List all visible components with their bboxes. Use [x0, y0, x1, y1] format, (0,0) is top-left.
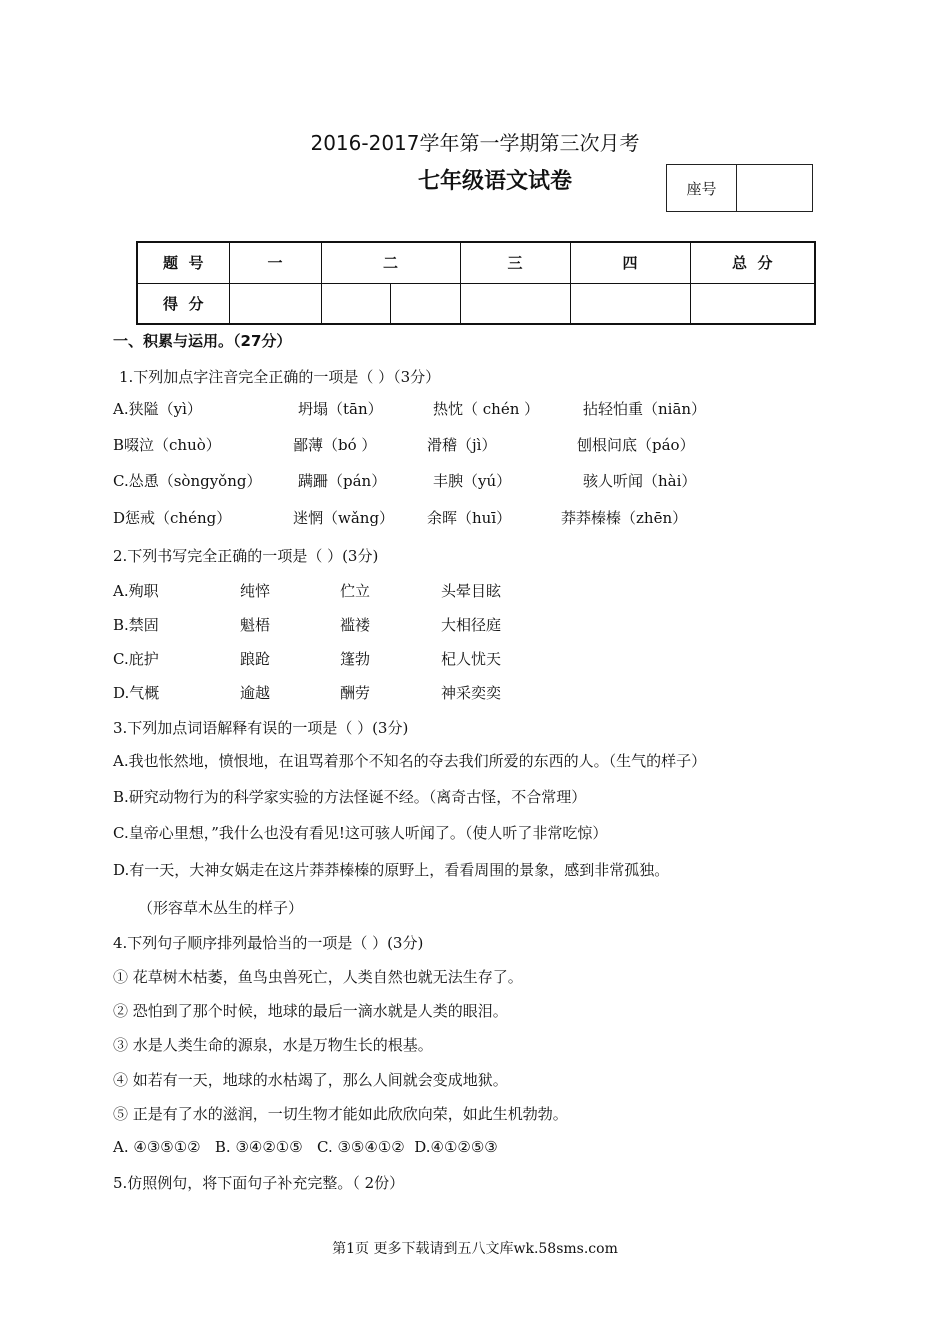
- option-text: B.禁固: [113, 616, 159, 634]
- seat-number-blank: [737, 165, 812, 211]
- option-text: 刨根问底（páo）: [577, 436, 695, 454]
- question-3-stem: 3.下列加点词语解释有误的一项是（ ）(3分): [113, 719, 409, 737]
- option-text: 莽莽榛榛（zhēn）: [561, 509, 688, 527]
- question-4-sentence-3: ③ 水是人类生命的源泉，水是万物生长的根基。: [113, 1036, 433, 1054]
- score-cell: [390, 283, 460, 324]
- question-2-stem: 2.下列书写完全正确的一项是（ ）(3分): [113, 547, 379, 565]
- score-table: [136, 241, 816, 325]
- part-four-header: 四: [570, 242, 690, 283]
- part-two-header: 二: [321, 242, 460, 283]
- option-text: 余晖（huī）: [427, 509, 512, 527]
- score-cell: [321, 283, 390, 324]
- score-table-header-row: [137, 242, 815, 283]
- question-1-row-b: [0, 434, 950, 456]
- seat-number-label: 座号: [667, 165, 737, 211]
- question-2-row-d: [0, 682, 950, 704]
- page-footer: 第1页 更多下载请到五八文库wk.58sms.com: [332, 1241, 618, 1257]
- option-text: 逾越: [240, 684, 271, 702]
- option-text: 头晕目眩: [441, 582, 502, 600]
- option-text: C.庇护: [113, 650, 159, 668]
- question-3-option-c: C.皇帝心里想，”我什么也没有看见!这可骇人听闻了。（使人听了非常吃惊）: [113, 824, 608, 842]
- question-number-header: 题 号: [137, 242, 229, 283]
- total-score-header: 总 分: [690, 242, 815, 283]
- question-3-option-d-explanation: （形容草木丛生的样子）: [138, 899, 304, 917]
- option-text: 魁梧: [240, 616, 271, 634]
- option-text: A.殉职: [113, 582, 159, 600]
- option-text: D惩戒（chéng）: [113, 509, 232, 527]
- score-row-label: 得 分: [137, 283, 229, 324]
- option-text: C.怂恿（sòngyǒng）: [113, 472, 262, 490]
- seat-number-box: [666, 164, 813, 212]
- option-text: 褴褛: [340, 616, 371, 634]
- option-text: 拈轻怕重（niān）: [583, 400, 707, 418]
- option-text: 滑稽（jì）: [427, 436, 497, 454]
- option-text: 伫立: [340, 582, 371, 600]
- question-2-row-b: [0, 614, 950, 636]
- option-text: 热忱（ chén ）: [433, 400, 540, 418]
- option-text: 踉跄: [240, 650, 271, 668]
- option-text: 鄙薄（bó ）: [293, 436, 377, 454]
- part-one-header: 一: [229, 242, 321, 283]
- question-4-sentence-1: ① 花草树木枯萎，鱼鸟虫兽死亡，人类自然也就无法生存了。: [113, 968, 523, 986]
- exam-period-title: 2016-2017学年第一学期第三次月考: [310, 131, 640, 155]
- option-text: A.狭隘（yì）: [113, 400, 202, 418]
- option-text: 杞人忧天: [441, 650, 502, 668]
- option-text: D.气概: [113, 684, 160, 702]
- option-text: 神采奕奕: [441, 684, 502, 702]
- question-1-row-c: [0, 470, 950, 492]
- question-2-row-a: [0, 580, 950, 602]
- question-1-stem: 1.下列加点字注音完全正确的一项是（ ）（3分）: [119, 368, 441, 386]
- question-5-stem: 5.仿照例句，将下面句子补充完整。（ 2份）: [113, 1174, 405, 1192]
- option-text: 蹒跚（pán）: [298, 472, 387, 490]
- question-1-row-d: [0, 507, 950, 529]
- option-text: 骇人听闻（hài）: [583, 472, 697, 490]
- option-text: 迷惘（wǎng）: [293, 509, 395, 527]
- question-3-option-b: B.研究动物行为的科学家实验的方法怪诞不经。（离奇古怪，不合常理）: [113, 788, 587, 806]
- score-table-score-row: [137, 283, 815, 324]
- question-4-stem: 4.下列句子顺序排列最恰当的一项是（ ）(3分): [113, 934, 424, 952]
- question-3-option-d: D.有一天，大神女娲走在这片莽莽榛榛的原野上，看看周围的景象，感到非常孤独。: [113, 861, 670, 879]
- option-text: 酬劳: [340, 684, 371, 702]
- score-cell: [690, 283, 815, 324]
- score-cell: [460, 283, 570, 324]
- exam-paper-title: 七年级语文试卷: [417, 169, 572, 194]
- score-cell: [229, 283, 321, 324]
- question-4-sentence-4: ④ 如若有一天，地球的水枯竭了，那么人间就会变成地狱。: [113, 1071, 508, 1089]
- question-4-sentence-5: ⑤ 正是有了水的滋润，一切生物才能如此欣欣向荣，如此生机勃勃。: [113, 1105, 568, 1123]
- option-text: 大相径庭: [441, 616, 502, 634]
- option-text: 篷勃: [340, 650, 371, 668]
- option-text: B啜泣（chuò）: [113, 436, 221, 454]
- option-text: 坍塌（tān）: [298, 400, 383, 418]
- option-text: 纯悴: [240, 582, 271, 600]
- question-4-choices: A. ④③⑤①② B. ③④②①⑤ C. ③⑤④①② D.④①②⑤③: [113, 1138, 498, 1156]
- score-cell: [570, 283, 690, 324]
- question-4-sentence-2: ② 恐怕到了那个时候，地球的最后一滴水就是人类的眼泪。: [113, 1002, 508, 1020]
- question-1-row-a: [0, 398, 950, 420]
- part-three-header: 三: [460, 242, 570, 283]
- question-2-row-c: [0, 648, 950, 670]
- question-3-option-a: A.我也怅然地，愤恨地，在诅骂着那个不知名的夺去我们所爱的东西的人。（生气的样子）: [113, 752, 707, 770]
- section-heading: 一、积累与运用。（27分）: [113, 332, 292, 350]
- option-text: 丰腴（yú）: [433, 472, 512, 490]
